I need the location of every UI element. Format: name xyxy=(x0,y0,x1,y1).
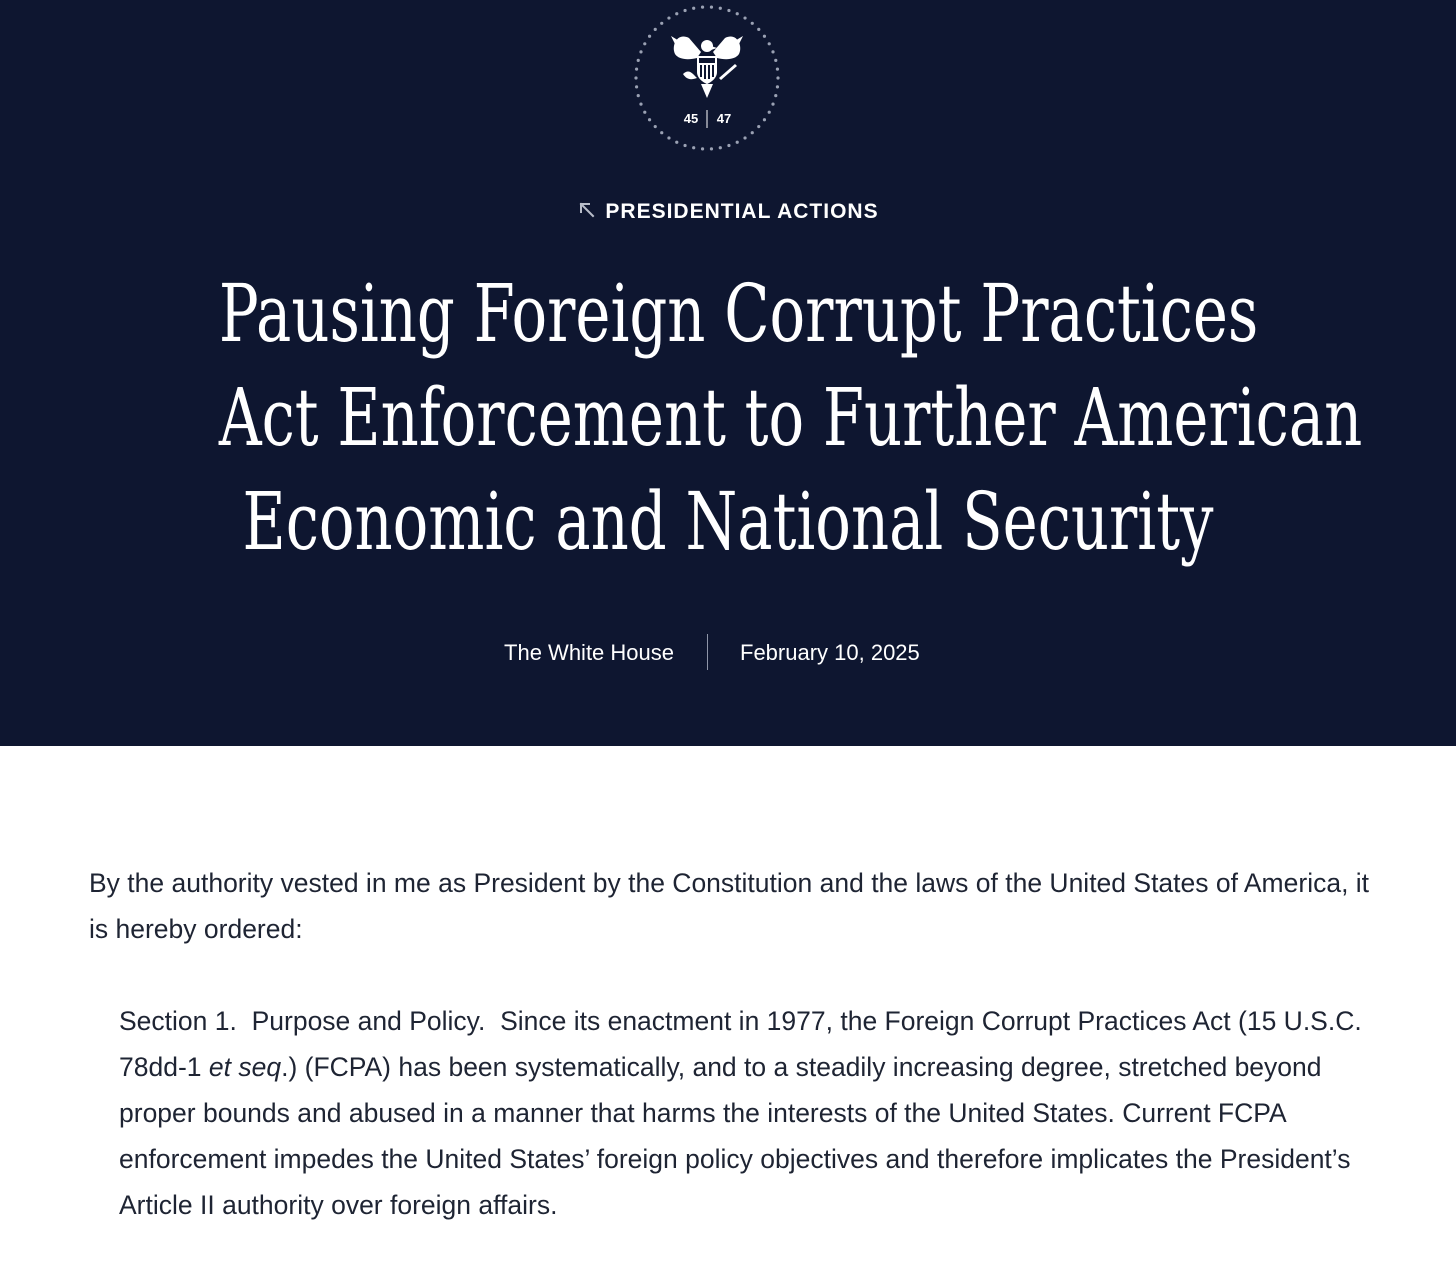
author-name: The White House xyxy=(504,640,674,665)
publish-date: February 10, 2025 xyxy=(740,640,920,665)
section-text-continued: .) (FCPA) has been systematically, and to a steadily increasing degree, stretched beyond proper bounds and abused in a manner that harms the interests of the United States. Current FCPA enforcement impedes the United States’ foreign policy objectives and therefore implicates the President’s Article II authority over foreign affairs. xyxy=(119,1052,1351,1220)
article-body xyxy=(89,860,1379,1228)
seal-number-right: 47 xyxy=(716,111,732,126)
title-line: Act Enforcement to Further American xyxy=(218,371,1363,464)
section-title: Purpose and Policy. xyxy=(251,1006,486,1036)
category-link[interactable] xyxy=(0,200,1456,224)
section-heading: Section 1. xyxy=(119,1006,237,1036)
title-line: Economic and National Security xyxy=(242,475,1214,568)
intro-paragraph: By the authority vested in me as President by the Constitution and the laws of the United States of America, it is hereby ordered: xyxy=(89,868,1370,944)
section-text: Since its enactment in 1977, the Foreign Corrupt Practices Act (15 U.S.C. 78dd-1 xyxy=(119,1006,1362,1082)
meta-divider xyxy=(707,634,708,670)
category-label: PRESIDENTIAL ACTIONS xyxy=(605,200,879,223)
seal-number-left: 45 xyxy=(683,111,699,126)
section-italic: et seq xyxy=(208,1052,282,1082)
article-meta xyxy=(0,632,1456,672)
page-title xyxy=(218,262,1363,574)
section-1-paragraph xyxy=(89,998,1379,1228)
title-line: Pausing Foreign Corrupt Practices xyxy=(218,267,1259,360)
presidential-seal-logo xyxy=(631,2,783,154)
arrow-up-left-icon xyxy=(577,200,597,220)
